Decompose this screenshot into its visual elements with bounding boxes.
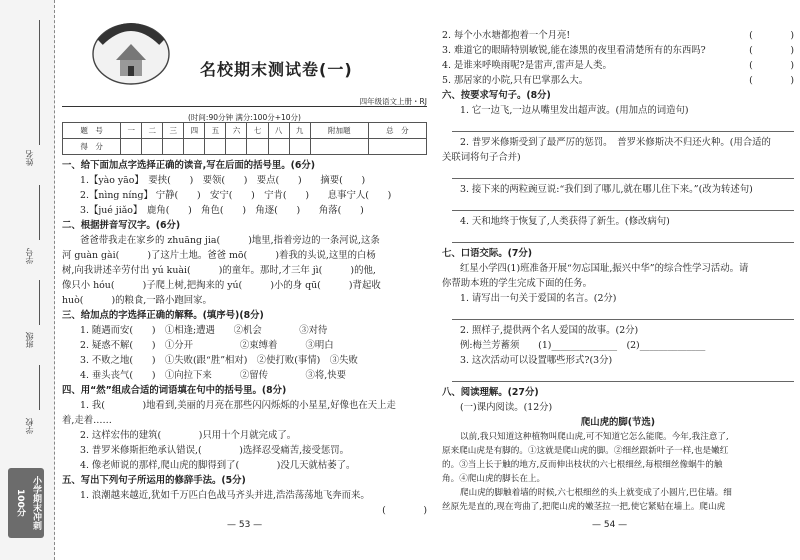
s4-line: 着,走着……: [62, 415, 112, 426]
s3-line: 2. 疑惑不解( ) ①分开 ②束缚着 ③明白: [80, 340, 334, 351]
section-2-title: 二、根据拼音写汉字。(6分): [62, 220, 181, 231]
section-6-title: 六、按要求写句子。(8分): [442, 90, 551, 101]
score-cell[interactable]: [184, 139, 205, 155]
section-3-title: 三、给加点的字选择正确的解释。(填序号)(8分): [62, 310, 264, 321]
answer-line: [452, 368, 794, 382]
section-7-title: 七、口语交际。(7分): [442, 248, 533, 259]
score-cell[interactable]: [205, 139, 226, 155]
score-header-cell: 七: [247, 123, 268, 139]
rhetoric-line: [442, 28, 794, 43]
s7-line: 2. 照样子,提供两个名人爱国的故事。(2分): [460, 325, 639, 336]
s4-line: 4. 像老师说的那样,爬山虎的脚得到了( )没几天就枯萎了。: [80, 460, 356, 471]
exam-time: (时间:90分钟 满分:100分+10分): [188, 113, 301, 122]
rhetoric-text: 2. 每个小水塘都抱着一个月亮!: [442, 30, 571, 41]
s6-line: 关联词将句子合并): [442, 152, 521, 163]
score-cell[interactable]: [289, 139, 310, 155]
rhetoric-line: [442, 58, 794, 73]
passage: [442, 430, 794, 514]
score-cell[interactable]: [121, 139, 142, 155]
answer-line: [452, 118, 794, 132]
s6-line: 3. 接下来的两粒豌豆说:“我们到了哪儿,就在哪儿住下来。”(改为转述句): [460, 184, 753, 195]
score-table: [62, 122, 427, 155]
s7-line: 你帮助本班的学生完成下面的任务。: [442, 278, 593, 289]
spine-line: [39, 280, 40, 325]
rhetoric-paren: ( ): [749, 60, 794, 71]
s6-line: 2. 普罗米修斯受到了最严厉的惩罚。 普罗米修斯决不归还火种。(用合适的: [460, 137, 771, 148]
left-page: [62, 0, 427, 560]
exam-title: 名校期末测试卷(一): [200, 60, 353, 79]
passage-line: 丝原先是直的,现在弯曲了,把爬山虎的嫩茎拉一把,使它紧贴在墙上。爬山虎: [442, 502, 726, 512]
score-header-cell: 九: [289, 123, 310, 139]
rhetoric-paren: ( ): [749, 75, 794, 86]
s4-line: 3. 普罗米修斯拒绝承认错误,( )选择忍受痛苦,接受惩罚。: [80, 445, 349, 456]
s7-line: 3. 这次活动可以设置哪些形式?(3分): [460, 355, 613, 366]
s5-answer-paren: ( ): [382, 505, 427, 516]
score-header-cell: 题 号: [63, 123, 121, 139]
s2-line: 河 guàn gài( )了这片土地。爸爸 mō( )着我的头说,这里的白杨: [62, 250, 376, 261]
score-header-cell: 四: [184, 123, 205, 139]
rhetoric-line: [442, 43, 794, 58]
spine-grade-label: 班级: [25, 332, 34, 348]
s3-line: 4. 垂头丧气( ) ①向拉下来 ②留传 ③将,快要: [80, 370, 346, 381]
s7-line: 红星小学四(1)班准备开展“勿忘国耻,振兴中华”的综合性学习活动。请: [460, 263, 749, 274]
score-header-cell: 八: [268, 123, 289, 139]
s2-line: 像只小 hóu( )子爬上树,把掏来的 yú( )小的身 qū( )背起收: [62, 280, 381, 291]
s1-line: 2.【nìng níng】 宁静( ) 安宁( ) 宁肯( ) 息事宁人( ): [80, 190, 392, 201]
s8-subtitle: (一)课内阅读。(12分): [460, 402, 553, 413]
passage-line: 角。④爬山虎的脚长在上。: [442, 474, 546, 484]
s5-line: 1. 浪潮越来越近,犹如千万匹白色战马齐头并进,浩浩荡荡地飞奔而来。: [80, 490, 370, 501]
rhetoric-text: 3. 难道它的眼睛特别敏锐,能在漆黑的夜里看清楚所有的东西吗?: [442, 45, 706, 56]
score-cell[interactable]: [163, 139, 184, 155]
rhetoric-text: 5. 那居家的小院,只有巴掌那么大。: [442, 75, 589, 86]
score-cell: 得 分: [63, 139, 121, 155]
spine-id-label: 学号: [25, 248, 34, 264]
answer-line: [452, 165, 794, 179]
s7-line: 1. 请写出一句关于爱国的名言。(2分): [460, 293, 617, 304]
left-body: [62, 158, 427, 518]
score-cell[interactable]: [247, 139, 268, 155]
s7-line: 例:梅兰芳蓄须 (1)______________ (2)______________: [460, 340, 706, 351]
score-header-cell: 二: [142, 123, 163, 139]
passage-line: 的。③当上长于触的地方,反而伸出枝状的六七根细丝,每根细丝像蜗牛的触: [442, 460, 723, 470]
spine-school-label: 学校: [25, 418, 34, 434]
s4-line: 1. 我( )地看到,美丽的月亮在那些闪闪烁烁的小星星,好像也在天上走: [80, 400, 396, 411]
rhetoric-paren: ( ): [749, 45, 794, 56]
section-4-title: 四、用“然”组成合适的词语填在句中的括号里。(8分): [62, 385, 287, 396]
s2-line: 树,向我讲述辛劳付出 yú kuài( )的童年。那时,才三年 jì( )的他,: [62, 265, 376, 276]
passage-line: 原来爬山虎是有脚的。①这就是爬山虎的脚。②细丝跟新叶子一样,也是嫩红: [442, 446, 729, 456]
s6-line: 1. 它一边飞,一边从嘴里发出超声波。(用加点的词造句): [460, 105, 689, 116]
rhetoric-line: [442, 73, 794, 88]
answer-line: [452, 306, 794, 320]
passage-line: 爬山虎的脚触着墙的时候,六七根细丝的头上就变成了小圆片,巴住墙。细: [460, 488, 732, 498]
house-logo-icon: [90, 16, 172, 86]
right-page: [442, 0, 794, 560]
passage-line: 以前,我只知道这种植物叫爬山虎,可不知道它怎么能爬。今年,我注意了,: [460, 432, 729, 442]
s2-line: huò( )的粮食,一路小跑回家。: [62, 295, 212, 306]
answer-line: [452, 197, 794, 211]
score-cell[interactable]: [310, 139, 368, 155]
s2-line: 爸爸带我走在家乡的 zhuāng jia( )地里,指着旁边的一条河说,这条: [80, 235, 380, 246]
score-cell[interactable]: [368, 139, 426, 155]
score-cell[interactable]: [268, 139, 289, 155]
s3-line: 3. 不败之地( ) ①失败(跟“胜”相对) ②使打败(事情) ③失败: [80, 355, 358, 366]
rhetoric-paren: ( ): [749, 30, 794, 41]
spine-line: [39, 20, 40, 145]
score-header-cell: 五: [205, 123, 226, 139]
section-1-title: 一、给下面加点字选择正确的读音,写在后面的括号里。(6分): [62, 160, 316, 171]
page-number: — 53 —: [227, 520, 263, 530]
section-8-title: 八、阅读理解。(27分): [442, 387, 539, 398]
s4-line: 2. 这样宏伟的建筑( )只用十个月就完成了。: [80, 430, 297, 441]
score-header-cell: 总 分: [368, 123, 426, 139]
spine-brand: 小学期末冲刺100分: [8, 468, 44, 538]
spine-name-label: 姓名: [25, 150, 34, 166]
s3-line: 1. 随遇而安( ) ①相逢;遭遇 ②机会 ③对待: [80, 325, 328, 336]
score-header-cell: 附加题: [310, 123, 368, 139]
section-5-title: 五、写出下列句子所运用的修辞手法。(5分): [62, 475, 246, 486]
score-cell[interactable]: [142, 139, 163, 155]
rhetoric-text: 4. 是谁来呼唤雨呢?是雷声,雷声是人类。: [442, 60, 612, 71]
score-header-cell: 一: [121, 123, 142, 139]
score-cell[interactable]: [226, 139, 247, 155]
score-header-cell: 六: [226, 123, 247, 139]
binding-spine: [0, 0, 55, 560]
score-header-cell: 三: [163, 123, 184, 139]
passage-title: 爬山虎的脚(节选): [580, 417, 656, 428]
s6-line: 4. 天和地终于恢复了,人类获得了新生。(修改病句): [460, 216, 670, 227]
answer-line: [452, 229, 794, 243]
spine-line: [39, 365, 40, 410]
spine-line: [39, 185, 40, 240]
rhetoric-continued: [442, 28, 794, 514]
s1-line: 3.【jué jiǎo】 鹿角( ) 角色( ) 角逐( ) 角落( ): [80, 205, 364, 216]
divider: [62, 106, 427, 107]
s1-line: 1.【yào yāo】 要挟( ) 要领( ) 要点( ) 摘要( ): [80, 175, 366, 186]
page-number: — 54 —: [592, 520, 628, 530]
exam-subtitle: 四年级语文上册・RJ: [359, 97, 427, 106]
